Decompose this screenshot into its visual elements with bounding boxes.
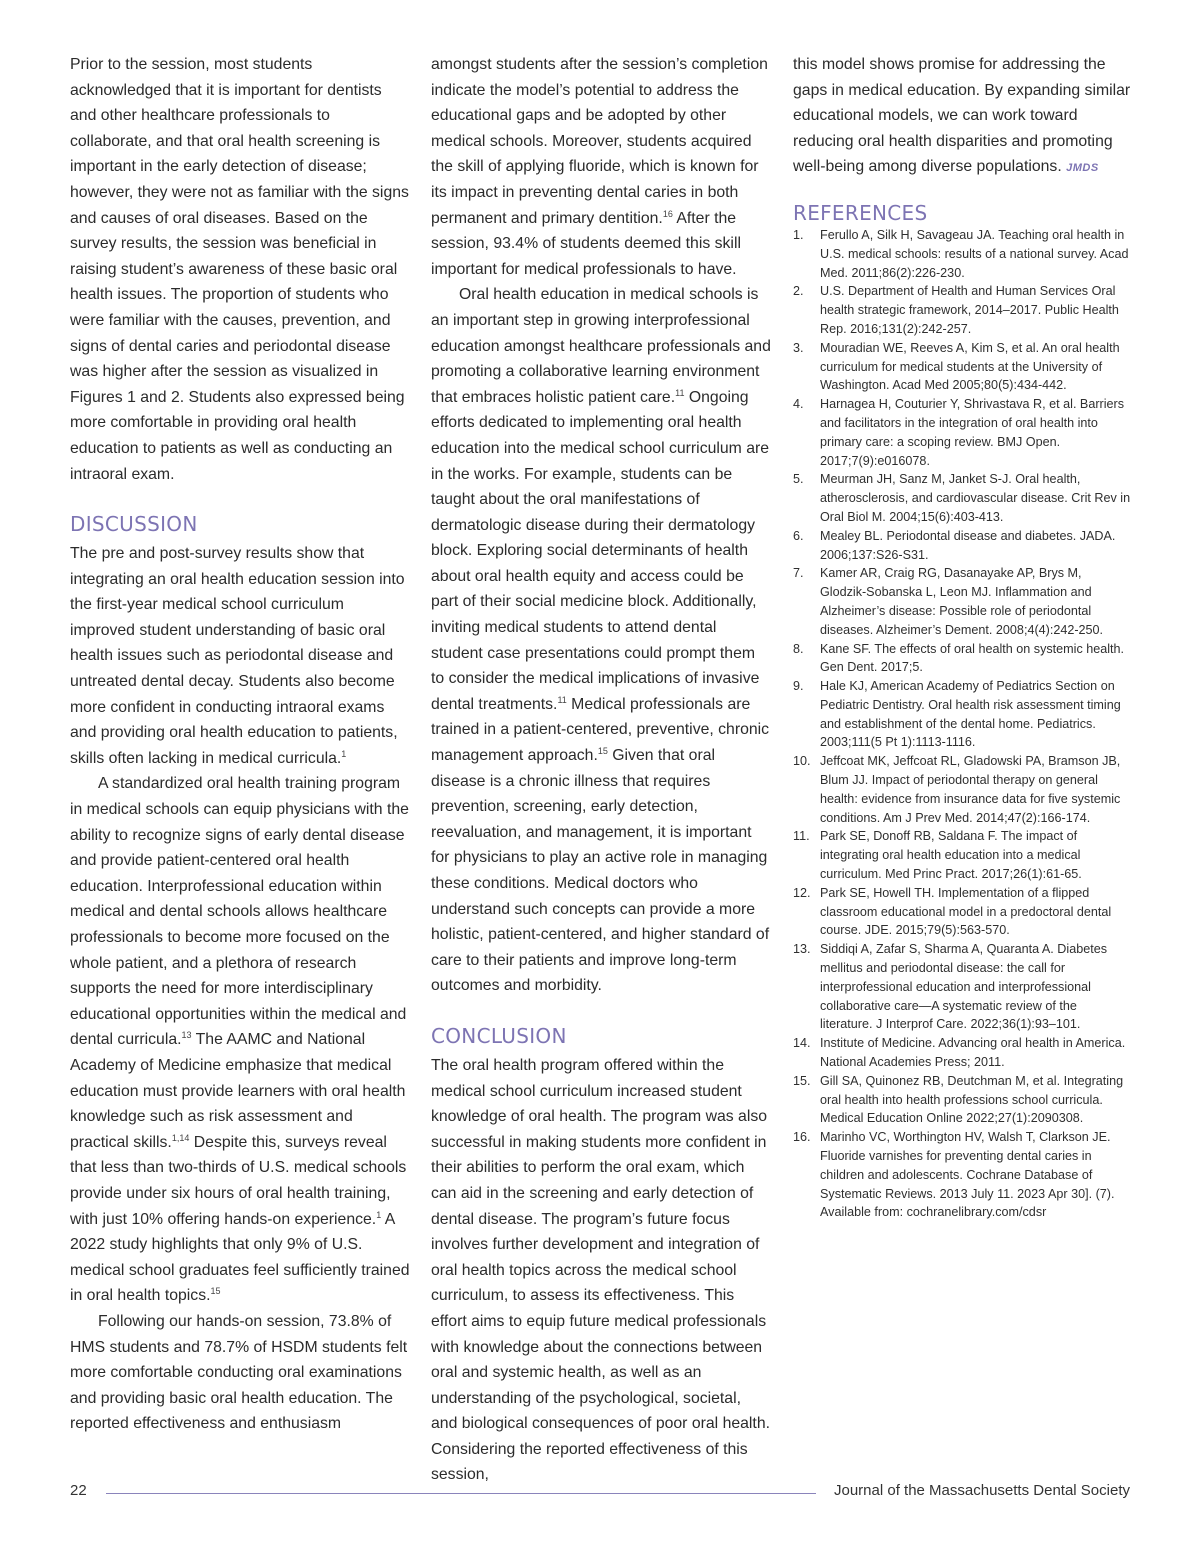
reference-text: Mouradian WE, Reeves A, Kim S, et al. An oral health curriculum for medical students at the University of Washington. Acad Med 2005;80(5):434-442. (820, 340, 1120, 393)
reference-number: 3. (793, 340, 804, 355)
reference-item (793, 282, 1131, 338)
column-3 (793, 52, 1131, 1222)
conclusion-paragraph: The oral health program offered within the medical school curriculum increased student knowledge of oral health. The program was also successful in making students more confident in their abilities to perform the oral exam, which can aid in the screening and early detection of dental disease. The program’s future focus involves further development and integration of oral health topics across the medical school curriculum, to assess its effectiveness. This effort aims to equip future medical professionals with knowledge about the connections between oral and systemic health, as well as an understanding of the psychological, societal, and biological consequences of poor oral health. Considering the reported effectiveness of this session, (431, 1056, 770, 1484)
reference-number: 13. (793, 942, 811, 957)
reference-number: 16. (793, 1130, 811, 1145)
footer-rule (106, 1493, 816, 1494)
reference-item (793, 564, 1131, 639)
citation: 15 (597, 746, 608, 757)
discussion-paragraph-2 (70, 771, 410, 1308)
text-span: Despite this, surveys reveal that less than two-thirds of U.S. medical schools provide under six hours of oral health training, with just 10% offering hands-on experience. (70, 1133, 407, 1228)
reference-number: 14. (793, 1036, 811, 1051)
reference-number: 12. (793, 885, 811, 900)
discussion-paragraph-4 (431, 52, 771, 282)
reference-number: 1. (793, 227, 804, 242)
reference-number: 10. (793, 754, 811, 769)
text-span: The pre and post-survey results show that integrating an oral health education session into the first-year medical school curriculum improved student understanding of basic oral health issues such as periodontal disease and untreated dental decay. Students also become more confident in conducting intraoral exams and providing oral health education to patients, skills often lacking in medical curricula. (70, 545, 405, 767)
citation: 1,14 (171, 1132, 190, 1143)
text-span: Ongoing efforts dedicated to implementing oral health education into the medical school curriculum are in the works. For example, students can be taught about the oral manifestations of dermatologic disease during their dermatology block. Exploring social determinants of health about oral health equity and access could be part of their social medicine block. Additionally, inviting medical students to attend dental student case presentations could prompt them to consider the medical implications of invasive dental treatments. (431, 388, 770, 713)
reference-text: U.S. Department of Health and Human Services Oral health strategic framework, 2014–2017. Public Health Rep. 2016;131(2):242-257. (820, 284, 1119, 336)
reference-text: Ferullo A, Silk H, Savageau JA. Teaching oral health in U.S. medical schools: results of a national survey. Acad Med. 2011;86(2):226-230. (820, 227, 1129, 280)
reference-item (793, 677, 1131, 752)
references-list (793, 226, 1131, 1222)
text-span: this model shows promise for addressing the gaps in medical education. By expanding similar educational models, we can work toward reducing oral health disparities and promoting well-being among diverse populations. (793, 56, 1131, 176)
citation: 15 (210, 1286, 221, 1297)
reference-text: Jeffcoat MK, Jeffcoat RL, Gladowski PA, Bramson JB, Blum JJ. Impact of periodontal therapy on general health: evidence from insurance data for five systemic conditions. Am J Prev Med. 2014;47(2):166-174. (820, 754, 1121, 825)
reference-text: Hale KJ, American Academy of Pediatrics Section on Pediatric Dentistry. Oral health risk assessment timing and establishment of the dental home. Pediatrics. 2003;111(5 Pt 1):1113-1116. (820, 679, 1121, 750)
column-2 (431, 52, 771, 1488)
reference-text: Mealey BL. Periodontal disease and diabetes. JADA. 2006;137:S26-S31. (820, 528, 1116, 562)
reference-number: 9. (793, 679, 804, 694)
reference-item (793, 752, 1131, 827)
reference-item (793, 940, 1131, 1034)
reference-item (793, 827, 1131, 883)
reference-number: 7. (793, 566, 804, 581)
reference-text: Kamer AR, Craig RG, Dasanayake AP, Brys M, Glodzik-Sobanska L, Leon MJ. Inflammation and Alzheimer’s disease: Possible role of periodontal diseases. Alzheimer’s Dement. 2008;4(4):242-250. (820, 566, 1104, 637)
reference-item (793, 884, 1131, 940)
reference-number: 8. (793, 641, 804, 656)
references-heading: REFERENCES (793, 200, 928, 225)
reference-item (793, 1128, 1131, 1222)
reference-text: Meurman JH, Sanz M, Janket S-J. Oral health, atherosclerosis, and cardiovascular disease. Crit Rev in Oral Biol M. 2004;15(6):403-413. (820, 472, 1131, 524)
page-footer (70, 1482, 1130, 1504)
journal-name: Journal of the Massachusetts Dental Society (834, 1482, 1130, 1499)
reference-text: Gill SA, Quinonez RB, Deutchman M, et al. Integrating oral health into health professions school curricula. Medical Education Online 2022;27(1):2090308. (820, 1073, 1124, 1126)
reference-item (793, 1072, 1131, 1128)
reference-text: Siddiqi A, Zafar S, Sharma A, Quaranta A. Diabetes mellitus and periodontal disease: the call for interprofessional education and interprofessional collaborative care—A systematic review of the literature. J Interprof Care. 2022;36(1):93–101. (820, 942, 1108, 1032)
reference-text: Institute of Medicine. Advancing oral health in America. National Academies Press; 2011. (820, 1036, 1126, 1070)
reference-text: Harnagea H, Couturier Y, Shrivastava R, et al. Barriers and facilitators in the integration of oral health into primary care: a scoping review. BMJ Open. 2017;7(9):e016078. (820, 397, 1125, 468)
text-span: A 2022 study highlights that only 9% of U.S. medical school graduates feel sufficiently trained in oral health topics. (70, 1210, 410, 1305)
jmds-end-mark: JMDS (1066, 162, 1099, 175)
reference-text: Kane SF. The effects of oral health on systemic health. Gen Dent. 2017;5. (820, 641, 1125, 675)
reference-number: 5. (793, 472, 804, 487)
reference-item (793, 395, 1131, 470)
results-paragraph: Prior to the session, most students acknowledged that it is important for dentists and other healthcare professionals to collaborate, and that oral health screening is important in the early detection of disease; however, they were not as familiar with the signs and causes of oral diseases. Based on the survey results, the session was beneficial in raising student’s awareness of these basic oral health issues. The proportion of students who were familiar with the causes, prevention, and signs of dental caries and periodontal disease was higher after the session as visualized in Figures 1 and 2. Students also expressed being more comfortable in providing oral health education to patients as well as conducting an intraoral exam. (70, 56, 409, 483)
reference-number: 15. (793, 1073, 811, 1088)
text-span: amongst students after the session’s completion indicate the model’s potential to address the educational gaps and be adopted by other medical schools. Moreover, students acquired the skill of applying fluoride, which is known for its impact in preventing dental caries in both permanent and primary dentition. (431, 56, 768, 227)
citation: 16 (662, 208, 673, 219)
conclusion-heading: CONCLUSION (431, 1023, 567, 1048)
citation: 1 (341, 748, 347, 759)
citation: 11 (675, 387, 685, 398)
conclusion-paragraph-continued (793, 52, 1131, 182)
citation: 13 (181, 1030, 192, 1041)
reference-item (793, 226, 1131, 282)
reference-item (793, 339, 1131, 395)
discussion-paragraph-5 (431, 282, 771, 999)
text-span: Medical professionals are trained in a patient-centered, preventive, chronic management approach. (431, 695, 770, 765)
text-span: After the session, 93.4% of students deemed this skill important for medical professionals to have. (431, 209, 741, 278)
page-number: 22 (70, 1482, 87, 1499)
reference-number: 4. (793, 397, 804, 412)
discussion-paragraph-3: Following our hands-on session, 73.8% of HMS students and 78.7% of HSDM students felt more comfortable conducting oral examinations and providing basic oral health education. The reported effectiveness and enthusiasm (70, 1312, 408, 1433)
reference-number: 6. (793, 528, 804, 543)
text-span: Oral health education in medical schools is an important step in growing interprofessional education amongst healthcare professionals and promoting a collaborative learning environment that embraces holistic patient care. (431, 286, 771, 406)
column-1 (70, 52, 410, 1437)
reference-item (793, 1034, 1131, 1072)
reference-number: 11. (793, 829, 810, 844)
reference-text: Park SE, Howell TH. Implementation of a flipped classroom educational model in a predoctoral dental course. JDE. 2015;79(5):563-570. (820, 885, 1112, 938)
text-span: The AAMC and National Academy of Medicine emphasize that medical education must provide learners with oral health knowledge such as risk assessment and practical skills. (70, 1031, 406, 1151)
reference-item (793, 640, 1131, 678)
reference-text: Park SE, Donoff RB, Saldana F. The impact of integrating oral health education into a medical curriculum. Med Princ Pract. 2017;26(1):61-65. (820, 829, 1082, 882)
reference-item (793, 527, 1131, 565)
text-span: A standardized oral health training program in medical schools can equip physicians with the ability to recognize signs of early dental disease and provide patient-centered oral health education. Interprofessional education within medical and dental schools allows healthcare professionals to become more focused on the whole patient, and a plethora of research supports the need for more interdisciplinary educational opportunities within the medical and dental curricula. (70, 775, 409, 1049)
reference-text: Marinho VC, Worthington HV, Walsh T, Clarkson JE. Fluoride varnishes for preventing dental caries in children and adolescents. Cochrane Database of Systematic Reviews. 2013 July 11. 2023 Apr 30]. (7). Available from: cochranelibrary.com/cdsr (820, 1130, 1115, 1220)
reference-item (793, 470, 1131, 526)
citation: 1 (376, 1209, 382, 1220)
text-span: Given that oral disease is a chronic illness that requires prevention, screening, early detection, reevaluation, and management, it is important for physicians to play an active role in managing these conditions. Medical doctors who understand such concepts can provide a more holistic, patient-centered, and higher standard of care to their patients and improve long-term outcomes and morbidity. (431, 747, 770, 995)
reference-number: 2. (793, 284, 804, 299)
discussion-paragraph-1 (70, 541, 410, 771)
discussion-heading: DISCUSSION (70, 512, 198, 537)
citation: 11 (557, 694, 567, 705)
